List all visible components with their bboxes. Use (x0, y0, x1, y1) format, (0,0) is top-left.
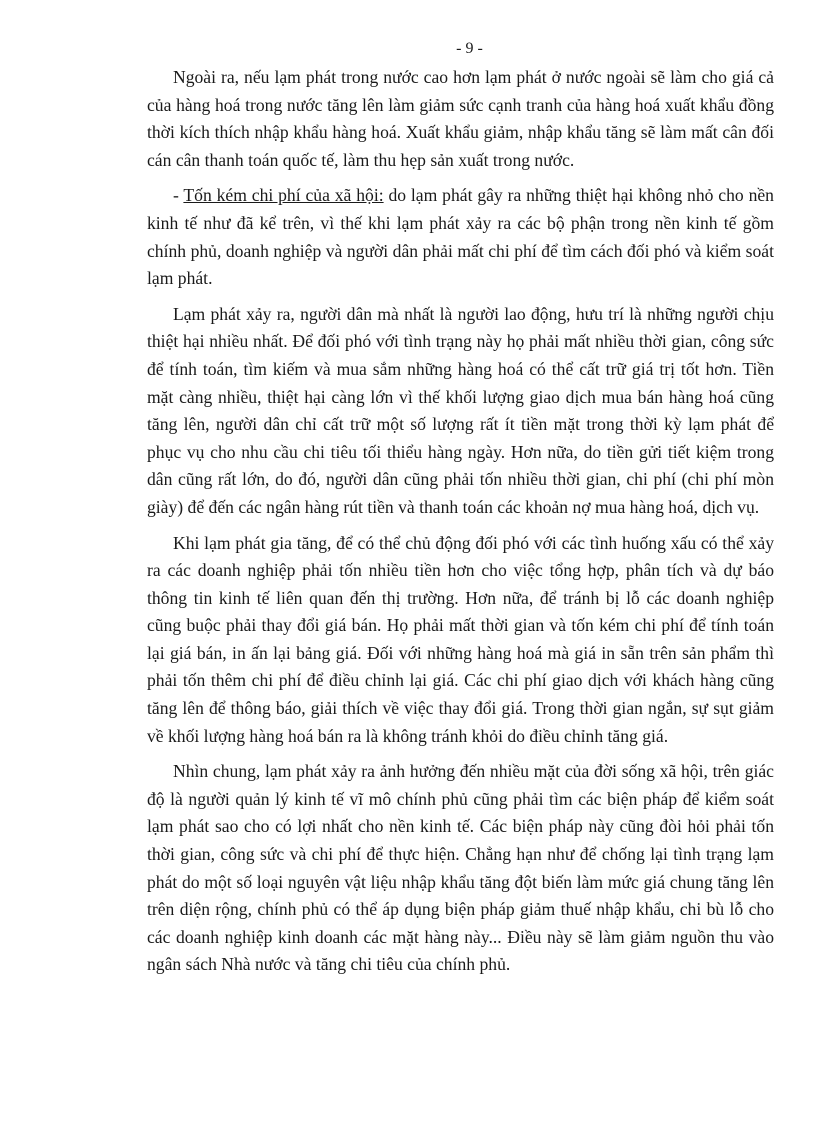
paragraph-3: Lạm phát xảy ra, người dân mà nhất là người lao động, hưu trí là những người chịu thiệt hại nhiều nhất. Để đối phó với tình trạng này họ phải mất nhiều thời gian, công sức để tính toán, tìm kiếm và mua sắm những hàng hoá có thể cất trữ giá trị tốt hơn. Tiền mặt càng nhiều, thiệt hại càng lớn vì thế khối lượng giao dịch mua bán hàng hoá cũng tăng lên, người dân chỉ cất trữ một số lượng rất ít tiền mặt trong thời kỳ lạm phát để phục vụ cho nhu cầu chi tiêu tối thiểu hàng ngày. Hơn nữa, do tiền gửi tiết kiệm trong dân cũng rất lớn, do đó, người dân cũng phải tốn nhiều thời gian, chi phí (chi phí mòn giày) để đến các ngân hàng rút tiền và thanh toán các khoản nợ mua hàng hoá, dịch vụ. (147, 303, 774, 517)
paragraph-2-prefix: - (173, 185, 184, 206)
document-page (147, 38, 774, 987)
paragraph-1: Ngoài ra, nếu lạm phát trong nước cao hơn lạm phát ở nước ngoài sẽ làm cho giá cả của hàng hoá trong nước tăng lên làm giảm sức cạnh tranh của hàng hoá xuất khẩu đồng thời kích thích nhập khẩu hàng hoá. Xuất khẩu giảm, nhập khẩu tăng sẽ làm mất cân đối cán cân thanh toán quốc tế, làm thu hẹp sản xuất trong nước. (147, 67, 774, 170)
paragraph-2 (147, 182, 774, 292)
paragraph-4: Khi lạm phát gia tăng, để có thể chủ động đối phó với các tình huống xấu có thể xảy ra các doanh nghiệp phải tốn nhiều tiền hơn cho việc tổng hợp, phân tích và dự báo thông tin kinh tế liên quan đến thị trường. Hơn nữa, để tránh bị lỗ các doanh nghiệp cũng buộc phải thay đổi giá bán. Họ phải mất thời gian và tốn kém chi phí để tính toán lại giá bán, in ấn lại bảng giá. Đối với những hàng hoá mà giá in sẵn trên sản phẩm thì phải tốn thêm chi phí để điều chỉnh lại giá. Các chi phí giao dịch với khách hàng cũng tăng lên để thông báo, giải thích về việc thay đổi giá. Trong thời gian ngắn, sự sụt giảm về khối lượng hàng hoá bán ra là không tránh khỏi do điều chỉnh tăng giá. (147, 532, 774, 746)
paragraph-2-heading: Tốn kém chi phí của xã hội: (183, 185, 384, 206)
page-number: - 9 - (456, 40, 483, 57)
paragraph-2-text: do lạm phát gây ra những thiệt hại không nhỏ cho nền kinh tế như đã kể trên, vì thế khi lạm phát xảy ra các bộ phận trong nền kinh tế gồm chính phủ, doanh nghiệp và người dân phải mất chi phí để tìm cách đối phó và kiểm soát lạm phát. (147, 185, 774, 289)
paragraph-5: Nhìn chung, lạm phát xảy ra ảnh hưởng đến nhiều mặt của đời sống xã hội, trên giác độ là người quản lý kinh tế vĩ mô chính phủ cũng phải tìm các biện pháp để kiểm soát lạm phát sao cho có lợi nhất cho nền kinh tế. Các biện pháp này cũng đòi hỏi phải tốn thời gian, công sức và chi phí để thực hiện. Chẳng hạn như để chống lại tình trạng lạm phát do một số loại nguyên vật liệu nhập khẩu tăng đột biến làm mức giá chung tăng lên trên diện rộng, chính phủ có thể áp dụng biện pháp giảm thuế nhập khẩu, chi bù lỗ cho các doanh nghiệp kinh doanh các mặt hàng này... Điều này sẽ làm giảm nguồn thu vào ngân sách Nhà nước và tăng chi tiêu của chính phủ. (147, 761, 774, 975)
